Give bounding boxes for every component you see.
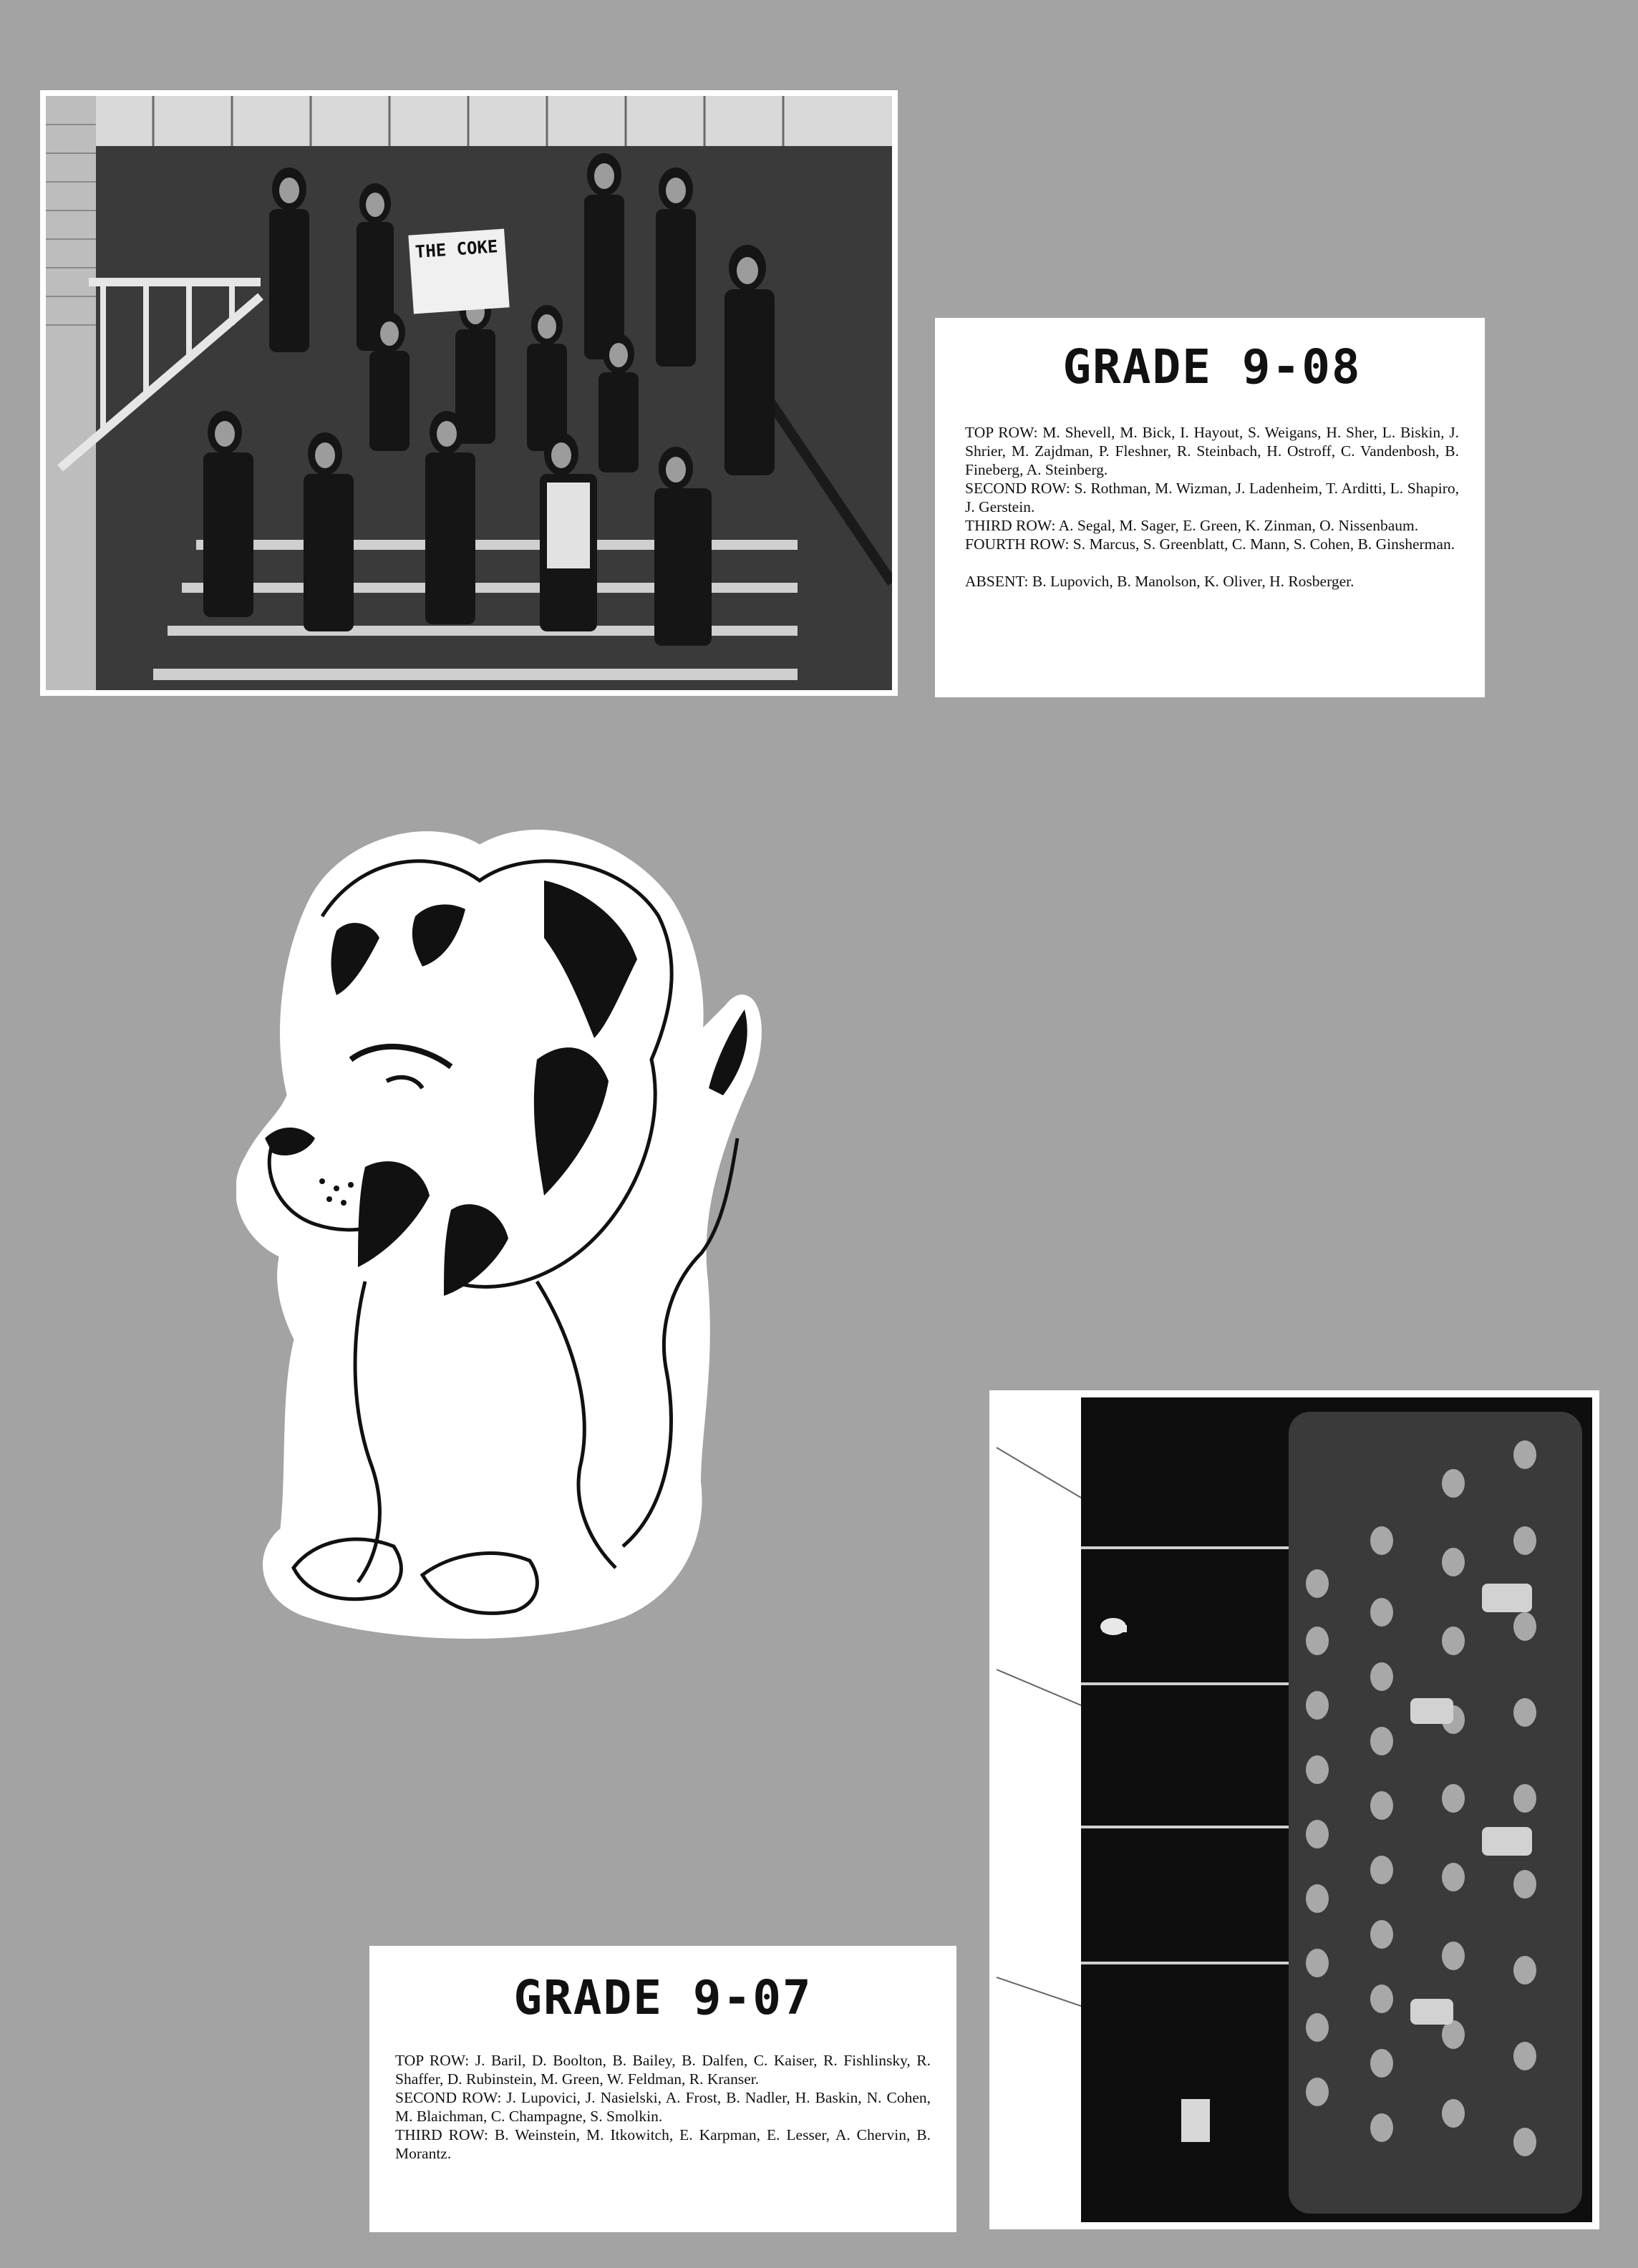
grade-907-third-row: THIRD ROW: B. Weinstein, M. Itkowitch, E. Karpman, E. Lesser, A. Chervin, B. Morantz.	[395, 2126, 931, 2162]
grade-907-photo	[989, 1390, 1599, 2229]
lion-mascot-illustration	[236, 823, 766, 1647]
grade-907-caption	[369, 1946, 956, 2232]
staircase-group-scene	[46, 96, 892, 690]
grade-908-top-row: TOP ROW: M. Shevell, M. Bick, I. Hayout, S. Weigans, H. Sher, L. Biskin, J. Shrier, M. Zajdman, P. Fleshner, R. Steinbach, H. Ostroff, C. Vandenbosh, B. Fineberg, A. Steinberg.	[965, 424, 1459, 478]
grade-908-names	[965, 423, 1459, 591]
gym-group-scene	[1081, 1397, 1592, 2222]
grade-908-fourth-row: FOURTH ROW: S. Marcus, S. Greenblatt, C. Mann, S. Cohen, B. Ginsherman.	[965, 536, 1455, 553]
grade-908-title: GRADE 9-08	[1062, 339, 1362, 394]
grade-907-second-row: SECOND ROW: J. Lupovici, J. Nasielski, A. Frost, B. Nadler, H. Baskin, N. Cohen, M. Blaichman, C. Champagne, S. Smolkin.	[395, 2089, 931, 2125]
grade-908-absent: ABSENT: B. Lupovich, B. Manolson, K. Oliver, H. Rosberger.	[965, 573, 1354, 590]
coke-sign	[408, 228, 509, 314]
grade-907-names	[395, 2051, 931, 2163]
coke-sign-text: THE COKE	[415, 236, 499, 263]
grade-908-photo	[40, 90, 898, 696]
photo-margin-lines	[989, 1390, 1081, 2229]
grade-908-caption	[935, 318, 1485, 697]
grade-907-title: GRADE 9-07	[513, 1970, 813, 2025]
grade-908-third-row: THIRD ROW: A. Segal, M. Sager, E. Green, K. Zinman, O. Nissenbaum.	[965, 517, 1419, 534]
grade-908-second-row: SECOND ROW: S. Rothman, M. Wizman, J. Ladenheim, T. Arditti, L. Shapiro, J. Gerstein.	[965, 480, 1459, 515]
grade-907-top-row: TOP ROW: J. Baril, D. Boolton, B. Bailey, B. Dalfen, C. Kaiser, R. Fishlinsky, R. Shaffer, D. Rubinstein, M. Green, W. Feldman, R. Kranser.	[395, 2052, 931, 2088]
